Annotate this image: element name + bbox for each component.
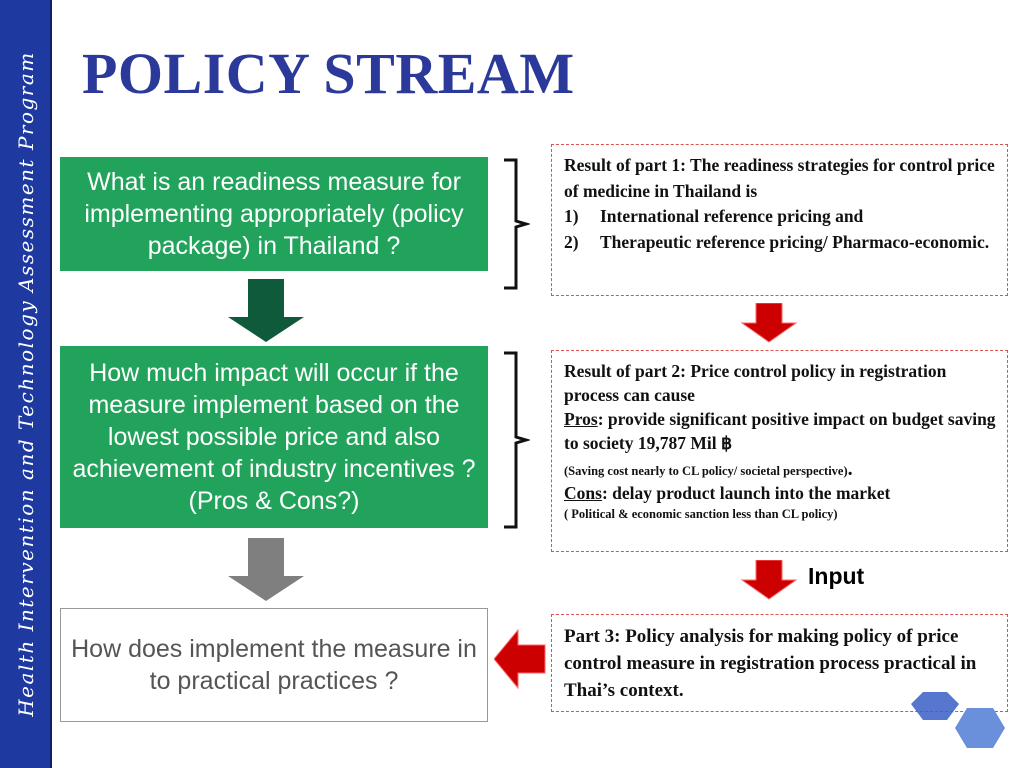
input-label: Input <box>808 563 865 589</box>
cons-text: : delay product launch into the market <box>601 483 891 503</box>
list-item-number: 1) <box>564 206 579 226</box>
gray-down-arrow-icon <box>226 538 306 602</box>
question-3-text: How does implement the measure in to practical practices ? <box>71 635 477 695</box>
result-part-1-list <box>564 204 997 255</box>
sidebar-title: Health Intervention and Technology Assessment Program <box>14 51 38 717</box>
list-item <box>564 230 997 256</box>
result-part-3-text: Part 3: Policy analysis for making policy of price control measure in registration process practical in Thai’s context. <box>564 626 977 701</box>
bracket-1-icon <box>500 157 530 291</box>
cons-note: ( Political & economic sanction less than CL policy) <box>564 507 838 521</box>
question-2-text: How much impact will occur if the measure implement based on the lowest possible price and also achievement of industry incentives ? (Pros & Cons?) <box>72 359 476 515</box>
pros-note-period: . <box>847 458 853 480</box>
list-item <box>564 204 997 230</box>
page-title: POLICY STREAM <box>82 41 575 106</box>
list-item-text: Therapeutic reference pricing/ Pharmaco-economic. <box>600 231 990 252</box>
pros-note-line <box>564 457 997 481</box>
decorative-hexagons-icon <box>905 690 1015 760</box>
result-part-1-box <box>551 144 1008 296</box>
pros-note: (Saving cost nearly to CL policy/ societal perspective) <box>564 464 848 478</box>
sidebar <box>0 0 52 768</box>
pros-label: Pros <box>564 409 598 429</box>
red-down-arrow-icon <box>740 303 798 343</box>
question-1-text: What is an readiness measure for implementing appropriately (policy package) in Thailand ? <box>84 168 464 260</box>
red-down-arrow-icon <box>740 560 798 600</box>
list-item-number: 2) <box>564 231 579 252</box>
question-box-2 <box>60 346 488 528</box>
cons-line <box>564 481 997 505</box>
question-box-1 <box>60 157 488 271</box>
pros-text: : provide significant positive impact on budget saving to society 19,787 Mil ฿ <box>564 409 996 453</box>
red-left-arrow-icon <box>494 628 546 690</box>
result-part-2-box <box>551 350 1008 552</box>
dark-green-down-arrow-icon <box>226 279 306 343</box>
cons-label: Cons <box>564 483 602 503</box>
result-part-2-heading: Result of part 2: Price control policy in registration process can cause <box>564 361 947 405</box>
question-box-3 <box>60 608 488 722</box>
list-item-text: International reference pricing and <box>600 206 864 226</box>
pros-line <box>564 407 997 455</box>
bracket-2-icon <box>500 350 530 530</box>
result-part-1-heading: Result of part 1: The readiness strategies for control price of medicine in Thailand is <box>564 155 995 201</box>
